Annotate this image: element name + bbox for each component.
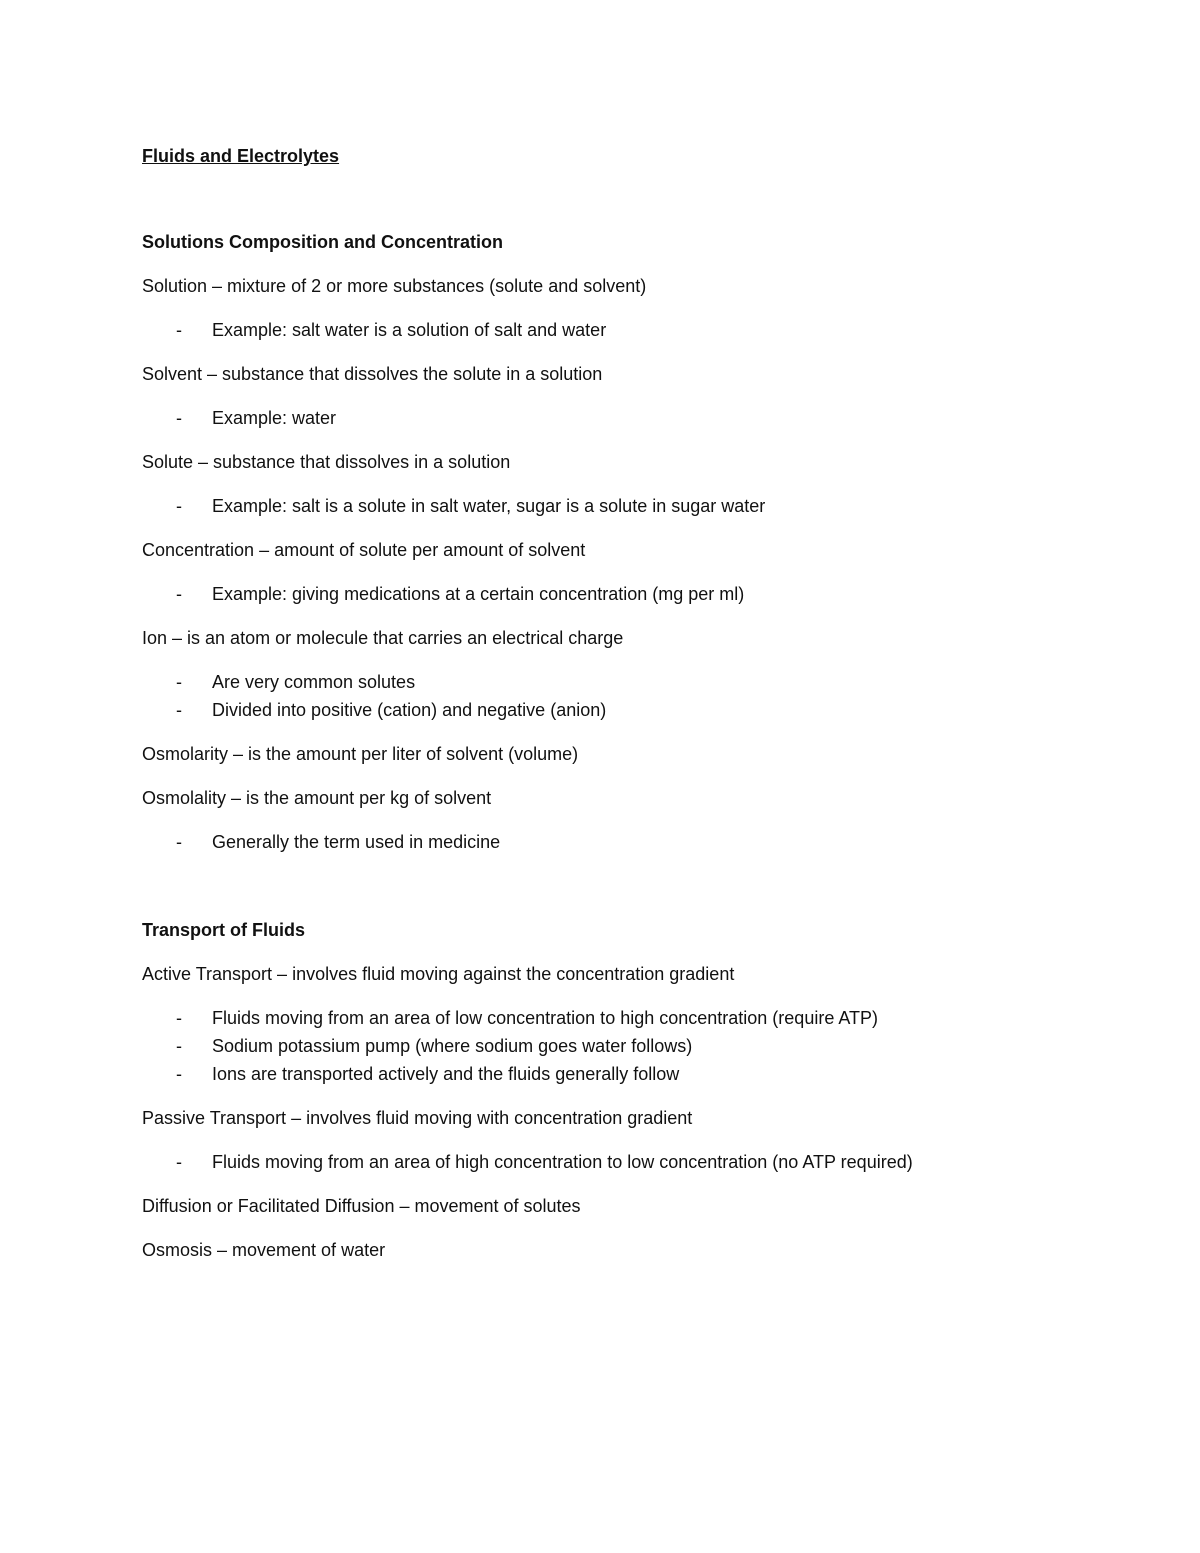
section-heading-solutions: Solutions Composition and Concentration [142,232,503,252]
bullet-text: Fluids moving from an area of low concentration to high concentration (require ATP) [212,1008,878,1028]
bullet-text: Example: salt water is a solution of salt and water [212,320,607,340]
document-body [142,142,1042,1264]
bullet-text: Example: salt is a solute in salt water, sugar is a solute in sugar water [212,496,766,516]
list-item [142,580,1042,608]
bullet-text: Are very common solutes [212,672,416,692]
bullet-list [142,1004,1042,1088]
bullet-list [142,492,1042,520]
definition-solution: Solution – mixture of 2 or more substances (solute and solvent) [142,276,647,296]
list-item [142,1032,1042,1060]
definition-osmosis: Osmosis – movement of water [142,1240,386,1260]
list-item [142,1060,1042,1088]
definition-solute: Solute – substance that dissolves in a solution [142,452,511,472]
dash-bullet-icon: - [176,700,182,720]
list-item [142,828,1042,856]
bullet-list [142,1148,1042,1176]
dash-bullet-icon: - [176,1152,182,1172]
dash-bullet-icon: - [176,672,182,692]
section-heading-transport: Transport of Fluids [142,920,306,940]
dash-bullet-icon: - [176,496,182,516]
list-item [142,404,1042,432]
bullet-text: Ions are transported actively and the fluids generally follow [212,1064,680,1084]
definition-osmolality: Osmolality – is the amount per kg of solvent [142,788,492,808]
list-item [142,668,1042,696]
bullet-text: Generally the term used in medicine [212,832,501,852]
bullet-list [142,668,1042,724]
bullet-text: Fluids moving from an area of high concentration to low concentration (no ATP required) [212,1152,913,1172]
document-title: Fluids and Electrolytes [142,146,340,166]
bullet-text: Divided into positive (cation) and negative (anion) [212,700,607,720]
dash-bullet-icon: - [176,1064,182,1084]
bullet-text: Example: giving medications at a certain concentration (mg per ml) [212,584,745,604]
dash-bullet-icon: - [176,1008,182,1028]
bullet-text: Example: water [212,408,337,428]
definition-concentration: Concentration – amount of solute per amount of solvent [142,540,586,560]
dash-bullet-icon: - [176,408,182,428]
definition-active-transport: Active Transport – involves fluid moving against the concentration gradient [142,964,735,984]
bullet-list [142,316,1042,344]
dash-bullet-icon: - [176,1036,182,1056]
list-item [142,316,1042,344]
list-item [142,1004,1042,1032]
dash-bullet-icon: - [176,584,182,604]
bullet-list [142,580,1042,608]
bullet-list [142,828,1042,856]
bullet-text: Sodium potassium pump (where sodium goes water follows) [212,1036,693,1056]
dash-bullet-icon: - [176,832,182,852]
list-item [142,1148,1042,1176]
list-item [142,492,1042,520]
dash-bullet-icon: - [176,320,182,340]
definition-osmolarity: Osmolarity – is the amount per liter of solvent (volume) [142,744,579,764]
list-item [142,696,1042,724]
definition-solvent: Solvent – substance that dissolves the solute in a solution [142,364,603,384]
definition-ion: Ion – is an atom or molecule that carries an electrical charge [142,628,624,648]
definition-diffusion: Diffusion or Facilitated Diffusion – movement of solutes [142,1196,581,1216]
bullet-list [142,404,1042,432]
definition-passive-transport: Passive Transport – involves fluid moving with concentration gradient [142,1108,693,1128]
